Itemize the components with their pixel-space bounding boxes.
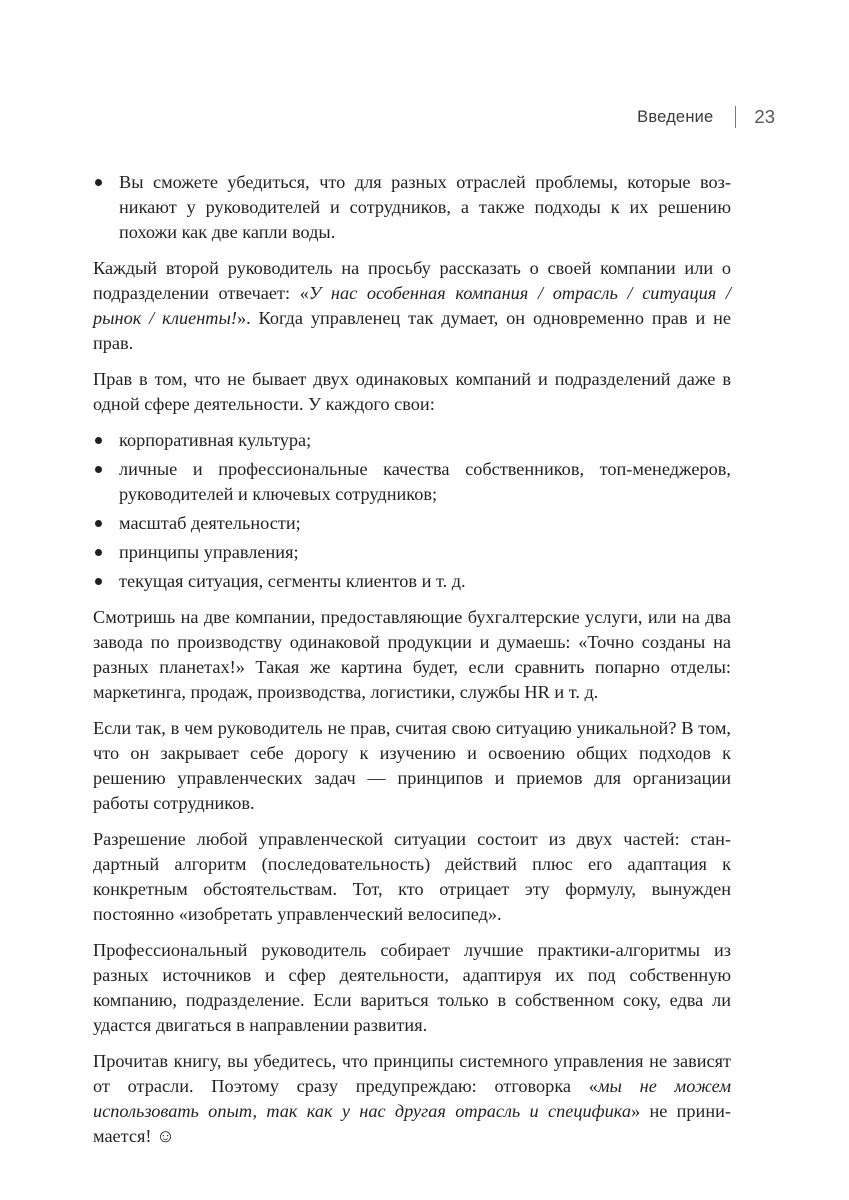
paragraph-text: Прочитав книгу, вы убедитесь, что принципы системного управления не зависят от отрасли. Поэтому сразу предупреждаю: отговорка « — [93, 1051, 731, 1096]
paragraph-text: ». Когда управленец так думает, он одновременно прав и не прав. — [93, 308, 731, 353]
section-title: Введение — [637, 107, 714, 126]
list-item-text: корпоративная культура; — [119, 430, 312, 450]
paragraph: Смотришь на две компании, предоставляющие бухгалтерские услуги, или на два завода по производству одинаковой продукции и думаешь: «Точно созданы на разных планетах!» Такая же картина будет, если сравнить попарно отделы: маркетинга, продаж, производства, логистики, службы HR и т. д. — [93, 607, 731, 702]
list-item — [93, 569, 731, 594]
header-divider — [735, 106, 736, 128]
page-body — [93, 170, 731, 1160]
italic-quote: У нас особенная компания / отрасль / ситуация / рынок / клиенты! — [93, 283, 731, 328]
bullet-icon — [95, 520, 102, 527]
list-item — [93, 540, 731, 565]
paragraph: Профессиональный руководитель собирает лучшие практики-алгоритмы из разных источников и сфер деятельности, адаптируя их под собственную компанию, подразделение. Если вариться только в собственном соку, едва ли удастся двигаться в направлении развития. — [93, 940, 731, 1035]
paragraph: Прав в том, что не бывает двух одинаковых компаний и подразделений даже в одной сфере деятельности. У каждого свои: — [93, 369, 731, 414]
list-item-text: масштаб деятельности; — [119, 513, 301, 533]
list-item — [93, 170, 731, 245]
paragraph: Разрешение любой управленческой ситуации состоит из двух частей: стандартный алгоритм (последовательность) действий плюс его адаптация к конкретным обстоятельствам. Тот, кто отрицает эту формулу, вынужден постоянно «изобретать управленческий велосипед». — [93, 829, 731, 924]
paragraph — [93, 1049, 731, 1149]
page-number: 23 — [754, 106, 775, 127]
paragraph: Если так, в чем руководитель не прав, считая свою ситуацию уникальной? В том, что он закрывает себе дорогу к изучению и освоению общих подходов к решению управленческих задач — принципов и приемов для организации работы сотрудников. — [93, 718, 731, 813]
paragraph-text: » не принимается! ☺ — [93, 1101, 732, 1146]
paragraph — [93, 256, 731, 356]
list-item-text: личные и профессиональные качества собственников, топ-менеджеров, руководителей и ключевых сотрудников; — [119, 459, 731, 504]
list-item — [93, 511, 731, 536]
paragraph-text: Каждый второй руководитель на просьбу рассказать о своей компании или о подразделении отвечает: « — [93, 258, 731, 303]
list-item-text: Вы сможете убедиться, что для разных отраслей проблемы, которые возникают у руководителей и сотрудников, а также подходы к их решению похожи как две капли воды. — [119, 172, 731, 242]
intro-bullet-list — [93, 170, 731, 245]
bullet-icon — [95, 578, 102, 585]
differences-list — [93, 428, 731, 594]
list-item-text: текущая ситуация, сегменты клиентов и т. д. — [119, 571, 466, 591]
list-item-text: принципы управления; — [119, 542, 299, 562]
bullet-icon — [95, 437, 102, 444]
bullet-icon — [95, 466, 102, 473]
italic-quote: мы не можем использовать опыт, так как у нас другая отрасль и специфика — [93, 1076, 731, 1121]
bullet-icon — [95, 549, 102, 556]
bullet-icon — [95, 179, 102, 186]
running-header — [637, 106, 775, 128]
list-item — [93, 428, 731, 453]
list-item — [93, 457, 731, 507]
